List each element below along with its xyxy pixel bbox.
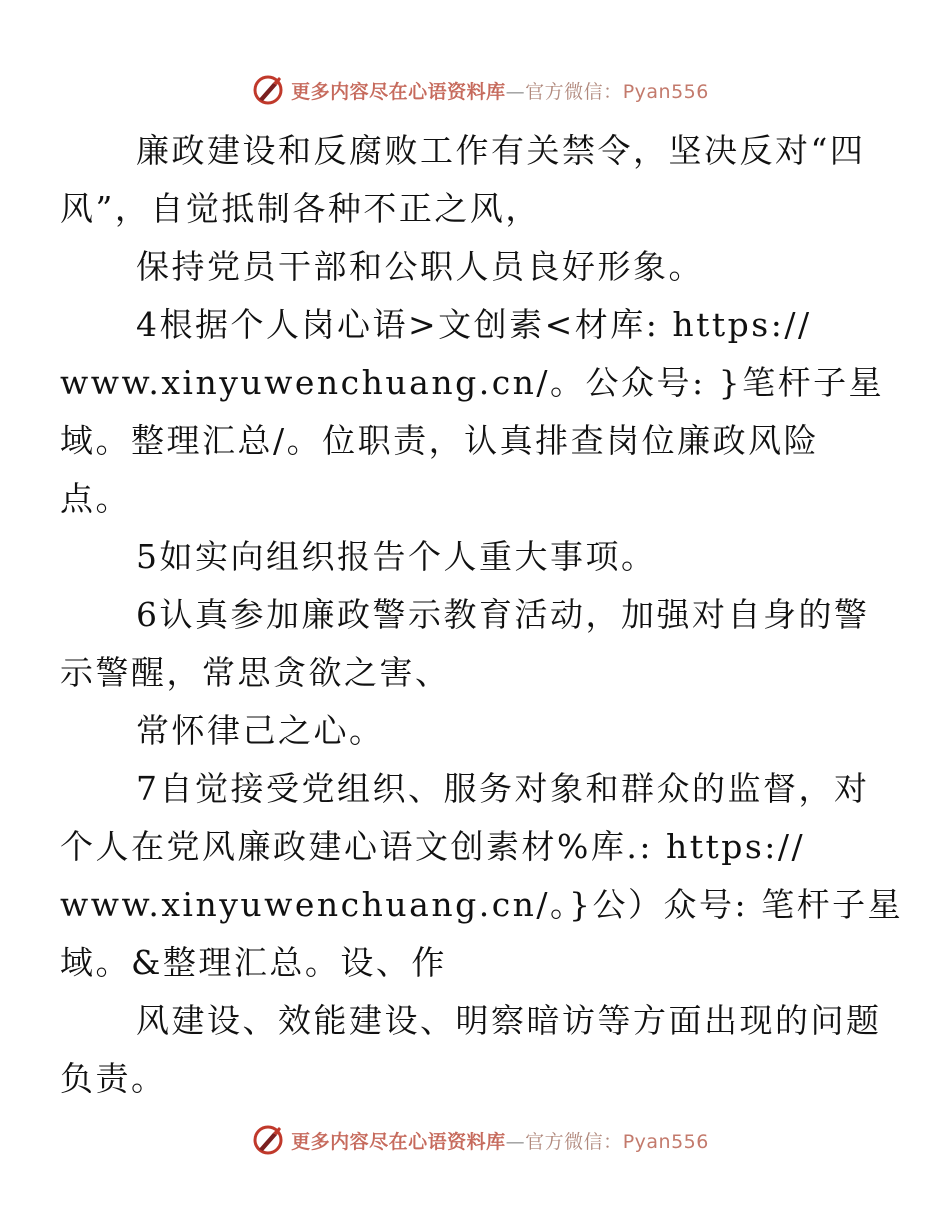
text-line: 7自觉接受党组织、服务对象和群众的监督，对 [136,769,870,808]
text-line: 4根据个人岗心语>文创素<材库: https:// [136,305,812,344]
watermark-wechat-id: Pyan556 [622,1130,709,1153]
text-line: 负责。 [60,1059,167,1098]
text-line: 个人在党风廉政建心语文创素材%库.: https:// [60,827,806,866]
watermark-group [251,73,709,107]
text-line: www.xinyuwenchuang.cn/。公众号: }笔杆子星 [60,363,885,402]
watermark-wechat-label: 官方微信： [525,80,623,103]
text-line: 5如实向组织报告个人重大事项。 [136,537,657,576]
document-body [60,122,904,1108]
paragraph [60,122,866,238]
text-line: 域。&整理汇总。设、作 [60,943,447,982]
text-line: 常怀律己之心。 [136,711,385,750]
text-line: 示警醒，常思贪欲之害、 [60,653,451,692]
watermark-group [251,1123,709,1157]
text-line: www.xinyuwenchuang.cn/。}公）众号: 笔杆子星 [60,885,904,924]
watermark-brand: 更多内容尽在心语资料库 [291,1130,506,1153]
paragraph [60,296,885,528]
paragraph [60,992,882,1108]
watermark-text [291,77,709,104]
watermark-wechat-id: Pyan556 [622,80,709,103]
quill-logo-icon [251,1123,285,1157]
watermark-dash: — [505,80,526,103]
text-line: 6认真参加廉政警示教育活动，加强对自身的警 [136,595,870,634]
quill-logo-icon [251,73,285,107]
watermark-text [291,1127,709,1154]
header-watermark-banner [0,70,950,110]
paragraph [60,760,904,992]
text-line: 廉政建设和反腐败工作有关禁令，坚决反对“四 [136,131,866,170]
paragraph [98,702,858,760]
paragraph [60,586,870,702]
paragraph [98,238,858,296]
text-line: 风建设、效能建设、明察暗访等方面出现的问题 [136,1001,882,1040]
watermark-brand: 更多内容尽在心语资料库 [291,80,506,103]
text-line: 风”，自觉抵制各种不正之风， [60,189,541,228]
text-line: 域。整理汇总/。位职责，认真排查岗位廉政风险 [60,421,820,460]
text-line: 保持党员干部和公职人员良好形象。 [136,247,704,286]
text-line: 点。 [60,479,131,518]
watermark-dash: — [505,1130,526,1153]
watermark-wechat-label: 官方微信： [525,1130,623,1153]
footer-watermark-banner [0,1120,950,1160]
paragraph [98,528,858,586]
